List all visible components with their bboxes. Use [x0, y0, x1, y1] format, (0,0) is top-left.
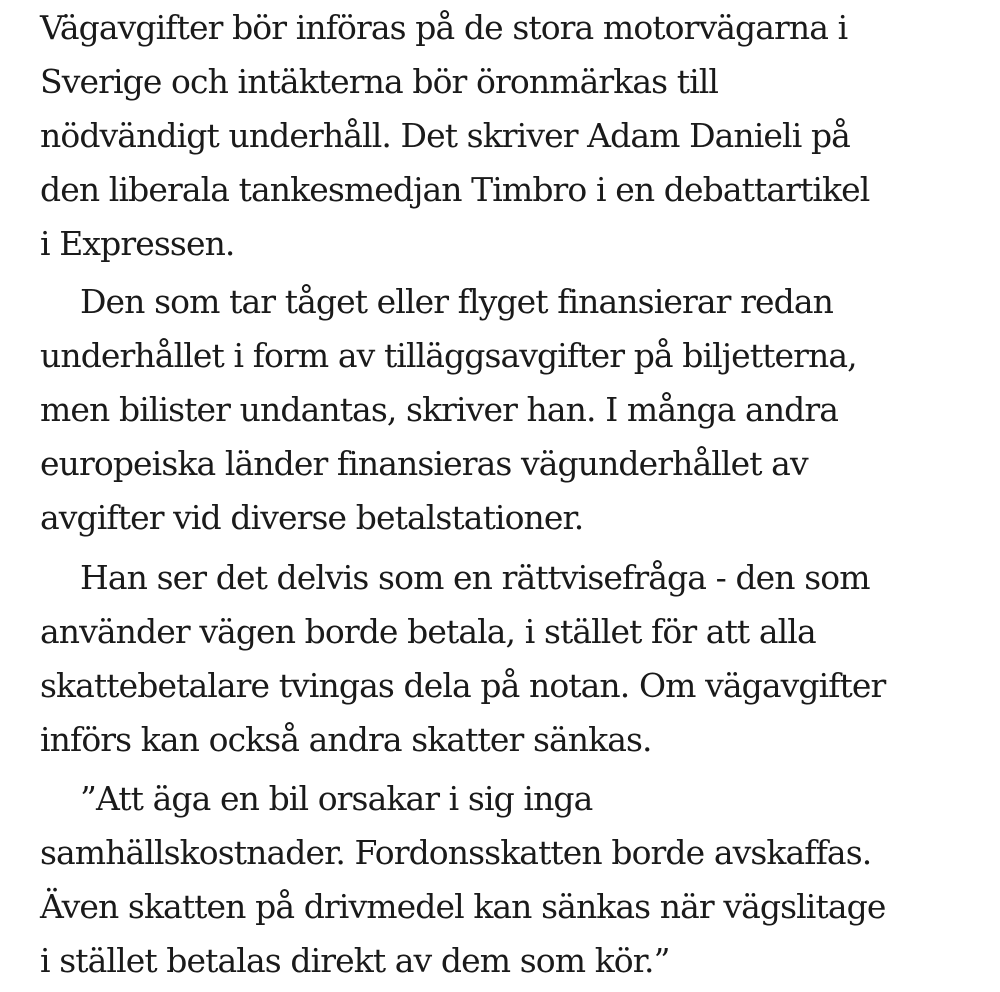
paragraph-4-quote [40, 772, 885, 988]
text-line: Sverige och intäkterna bör öronmärkas till [40, 62, 719, 101]
text-line: europeiska länder finansieras vägunderhållet av [40, 444, 808, 483]
text-line: skattebetalare tvingas dela på notan. Om vägavgifter [40, 666, 886, 705]
text-line: ”Att äga en bil orsakar i sig inga [80, 779, 593, 818]
text-line: Även skatten på drivmedel kan sänkas när vägslitage [40, 887, 886, 926]
text-line: avgifter vid diverse betalstationer. [40, 498, 584, 537]
text-line: den liberala tankesmedjan Timbro i en debattartikel [40, 170, 870, 209]
text-line: införs kan också andra skatter sänkas. [40, 720, 652, 759]
text-line: underhållet i form av tilläggsavgifter på biljetterna, [40, 336, 857, 375]
text-line: samhällskostnader. Fordonsskatten borde avskaffas. [40, 833, 872, 872]
text-line: i Expressen. [40, 224, 235, 263]
text-line: Vägavgifter bör införas på de stora motorvägarna i [40, 8, 848, 47]
text-line: men bilister undantas, skriver han. I många andra [40, 390, 839, 429]
paragraph-3 [40, 551, 885, 767]
text-line: Den som tar tåget eller flyget finansierar redan [80, 282, 833, 321]
paragraph-2 [40, 275, 857, 545]
text-line: i stället betalas direkt av dem som kör.” [40, 941, 670, 980]
text-line: nödvändigt underhåll. Det skriver Adam Danieli på [40, 116, 850, 155]
paragraph-1 [40, 1, 869, 271]
text-line: använder vägen borde betala, i stället för att alla [40, 612, 816, 651]
text-line: Han ser det delvis som en rättvisefråga - den som [80, 558, 870, 597]
